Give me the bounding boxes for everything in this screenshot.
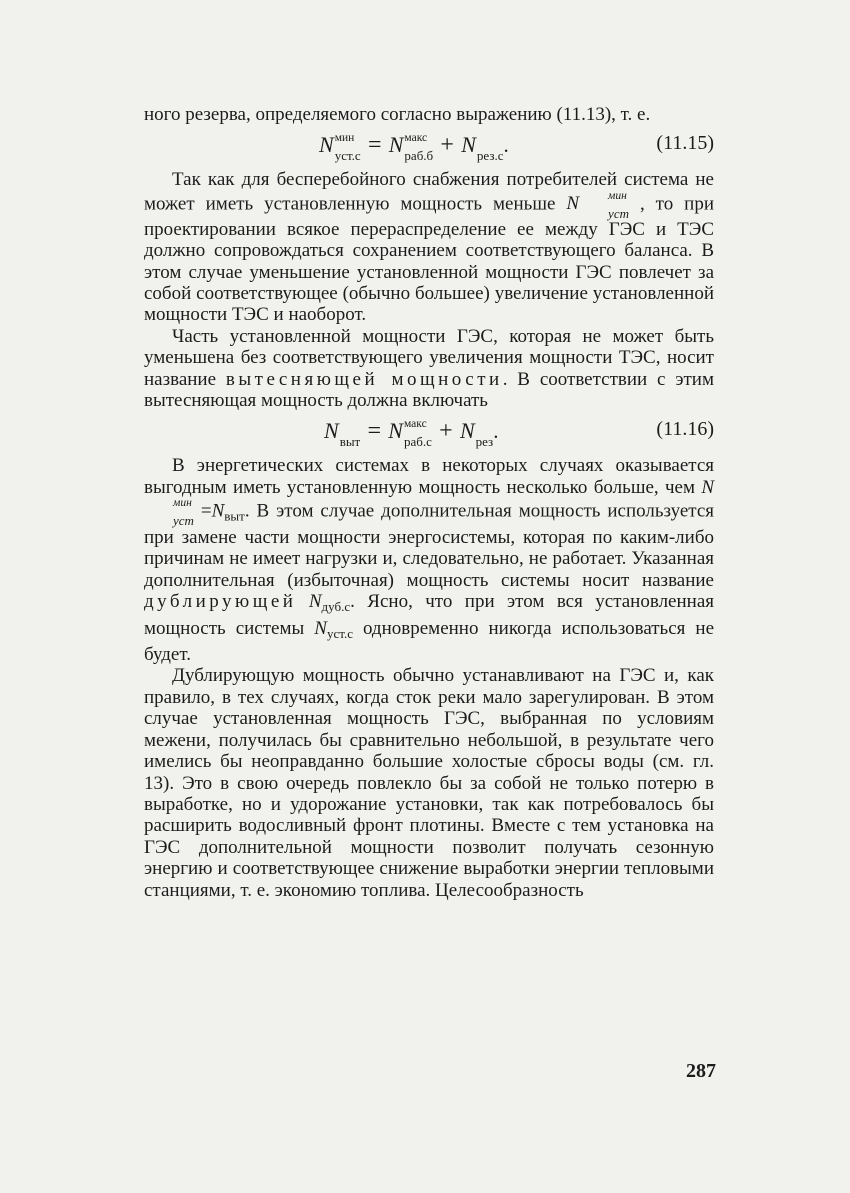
formula-11-16 (144, 411, 714, 455)
paragraph-2: Часть установленной мощности ГЭС, которая не может быть уменьшена без соответствующего увеличения мощности ТЭС, носит название вытесняющей мощности. В соответствии с этим вытесняющая мощность должна включать (144, 325, 714, 412)
paragraph-1: Так как для бесперебойного снабжения потребителей система не может иметь установленную мощность меньше N мин уст , то при проектировании всякое перераспределение ее между ГЭС и ТЭС должно сопровождаться сохранением соответствующего баланса. В этом случае уменьшение установленной мощности ГЭС повлечет за собой соответствующее (обычно большее) увеличение установленной мощности ТЭС и наоборот. (144, 169, 715, 326)
equation-number: (11.16) (656, 418, 714, 441)
page-number: 287 (686, 1060, 716, 1082)
paragraph-4: Дублирующую мощность обычно устанавливают на ГЭС и, как правило, в тех случаях, когда сток реки мало зарегулирован. В этом случае установленная мощность ГЭС, выбранная по условиям межени, получилась бы сравнительно небольшой, в результате чего имелись бы неоправданно большие холостые сбросы воды (см. гл. 13). Это в свою очередь повлекло бы за собой не только потерю в выработке, но и удорожание установки, так как потребовалось бы расширить водосливный фронт плотины. Вместе с тем установка на ГЭС дополнительной мощности позволит получать сезонную энергию и соответствующее снижение выработки энергии тепловыми станциями, т. е. экономию топлива. Целесообразность (144, 665, 714, 901)
emphasized-term: вытесняющей мощности (225, 368, 503, 390)
paragraph-3: В энергетических системах в некоторых случаях оказывается выгодным иметь установленную мощность несколько больше, чем N мин уст $=N_{выт}$. В этом случае дополнительная мощность используется при замене части мощности энергосистемы, которая по каким-либо причинам не имеет нагрузки и, следовательно, не работает. Указанная дополнительная (избыточная) мощность системы носит название дублирующей $N_{дуб.с}$. Ясно, что при этом вся установленная мощность системы $N_{уст.с}$ одновременно никогда использоваться не будет. (144, 455, 715, 666)
text-column (144, 104, 714, 901)
symbol-n-min-inst: N мин уст (566, 189, 629, 221)
emphasized-term: дублирующей (144, 591, 297, 613)
formula-expression: N мин уст.с = N макс раб.б + N рез.с . (319, 132, 509, 164)
formula-expression: N выт = N макс раб.с + N рез . (324, 418, 499, 450)
paragraph-continuation: ного резерва, определяемого согласно выражению (11.13), т. е. (144, 104, 651, 125)
equation-number: (11.15) (656, 132, 714, 155)
formula-11-15 (144, 125, 714, 169)
